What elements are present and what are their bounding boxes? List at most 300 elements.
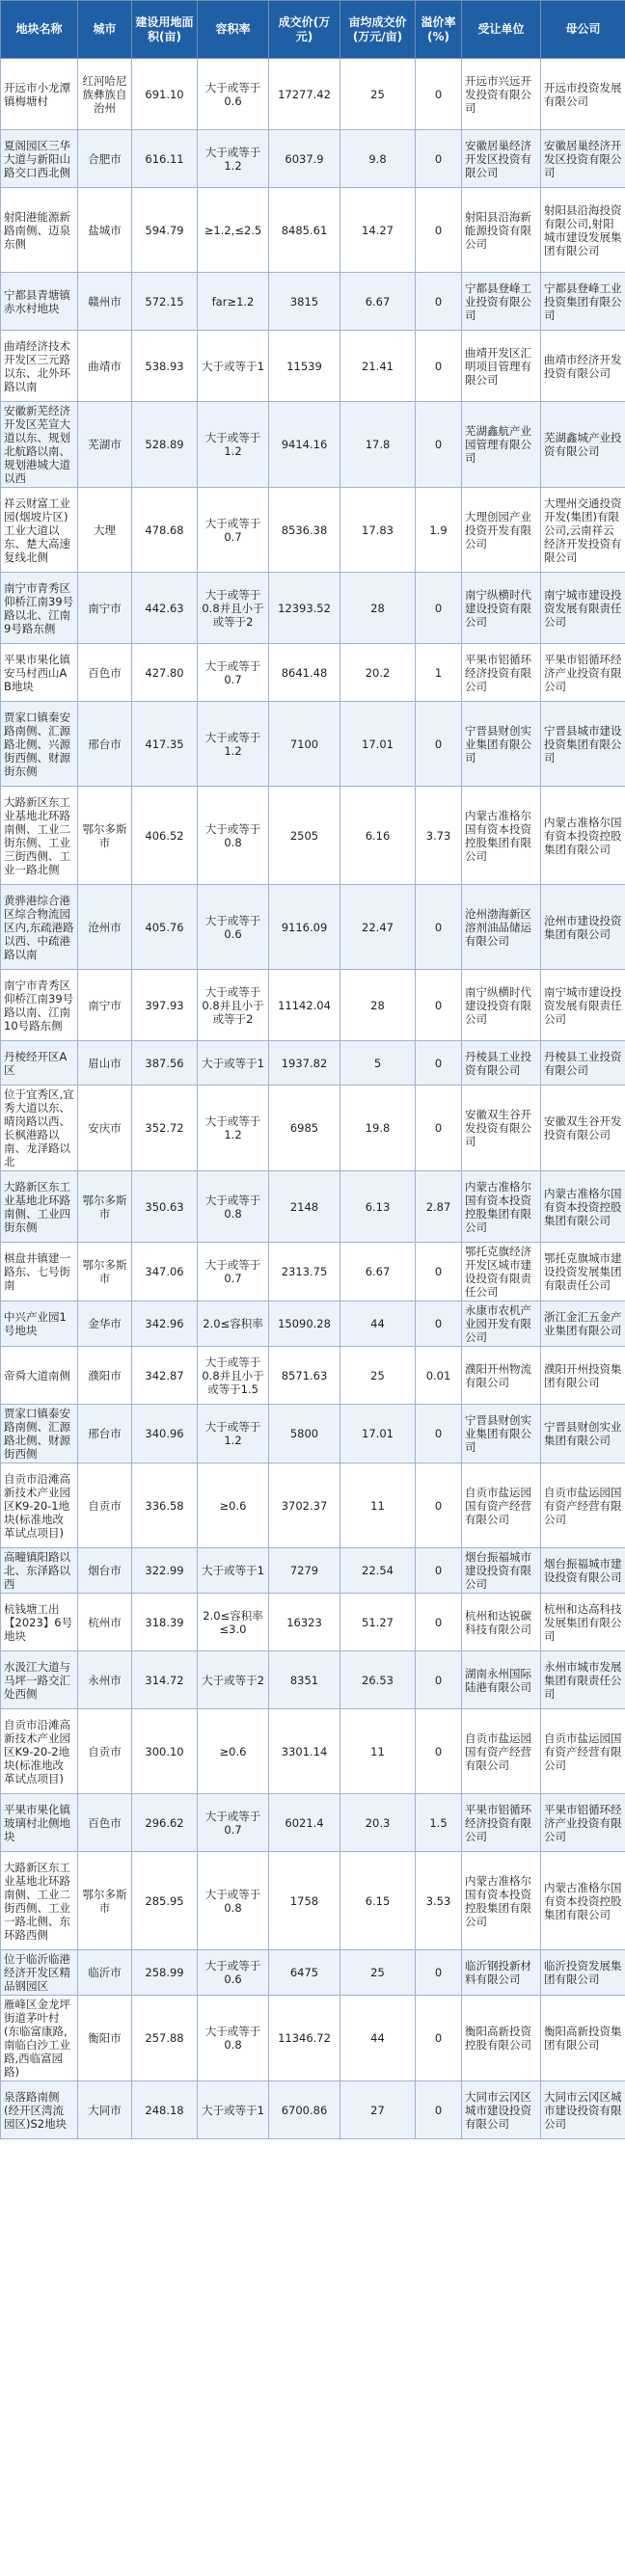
cell-far: 大于或等于0.8 (198, 1171, 269, 1243)
cell-land-name: 位于宜秀区,宜秀大道以东、晴岗路以西、长枫港路以南、龙泽路以北 (1, 1086, 78, 1171)
cell-parent: 宁晋县城市建设投资集团有限公司 (541, 702, 625, 787)
cell-area: 285.95 (132, 1852, 198, 1950)
cell-unit-price: 17.83 (340, 488, 416, 573)
cell-buyer: 宁都县登峰工业投资有限公司 (462, 273, 541, 331)
cell-parent: 沧州市建设投资集团有限公司 (541, 885, 625, 970)
cell-city: 大同市 (78, 2081, 132, 2139)
cell-city: 鄂尔多斯市 (78, 1171, 132, 1243)
cell-city: 邢台市 (78, 1405, 132, 1463)
cell-city: 鄂尔多斯市 (78, 1852, 132, 1950)
cell-land-name: 丹棱经开区A区 (1, 1041, 78, 1086)
cell-premium: 1.5 (416, 1794, 462, 1852)
cell-city: 临沂市 (78, 1950, 132, 1996)
cell-city: 鄂尔多斯市 (78, 787, 132, 885)
header-area: 建设用地面积(亩) (132, 1, 198, 59)
cell-premium: 0 (416, 1548, 462, 1594)
cell-premium: 0 (416, 1301, 462, 1347)
cell-far: 大于或等于0.8并且小于或等于2 (198, 573, 269, 644)
cell-far: 大于或等于0.6 (198, 59, 269, 130)
table-row (1, 970, 625, 1041)
cell-area: 248.18 (132, 2081, 198, 2139)
table-row (1, 1852, 625, 1950)
cell-buyer: 大同市云冈区城市建设投资有限公司 (462, 2081, 541, 2139)
cell-parent: 丹棱县工业投资有限公司 (541, 1041, 625, 1086)
cell-land-name: 夏阁园区三华大道与新阳山路交口西北侧 (1, 130, 78, 188)
cell-buyer: 曲靖开发区汇明项目管理有限公司 (462, 331, 541, 402)
cell-far: ≥0.6 (198, 1463, 269, 1548)
cell-area: 257.88 (132, 1996, 198, 2081)
cell-city: 盐城市 (78, 188, 132, 273)
cell-parent: 内蒙古准格尔国有资本投资控股集团有限公司 (541, 1171, 625, 1243)
table-row (1, 1709, 625, 1794)
cell-unit-price: 5 (340, 1041, 416, 1086)
cell-area: 352.72 (132, 1086, 198, 1171)
cell-parent: 鄂托克旗城市建设投资发展集团有限责任公司 (541, 1243, 625, 1301)
cell-area: 528.89 (132, 402, 198, 488)
cell-premium: 0 (416, 130, 462, 188)
cell-unit-price: 17.01 (340, 1405, 416, 1463)
cell-parent: 平果市铝循环经济产业投资有限公司 (541, 644, 625, 702)
cell-price: 6037.9 (269, 130, 340, 188)
cell-unit-price: 25 (340, 1950, 416, 1996)
cell-unit-price: 20.3 (340, 1794, 416, 1852)
cell-premium: 3.53 (416, 1852, 462, 1950)
cell-far: far≥1.2 (198, 273, 269, 331)
cell-buyer: 自贡市盐运园国有资产经营有限公司 (462, 1463, 541, 1548)
table-row (1, 402, 625, 488)
cell-city: 百色市 (78, 1794, 132, 1852)
cell-city: 杭州市 (78, 1594, 132, 1651)
cell-unit-price: 25 (340, 1347, 416, 1405)
cell-parent: 杭州和达高科技发展集团有限公司 (541, 1594, 625, 1651)
cell-price: 3815 (269, 273, 340, 331)
cell-unit-price: 51.27 (340, 1594, 416, 1651)
cell-buyer: 永康市农机产业园开发有限公司 (462, 1301, 541, 1347)
cell-unit-price: 25 (340, 59, 416, 130)
cell-premium: 0 (416, 1651, 462, 1709)
cell-city: 自贡市 (78, 1463, 132, 1548)
cell-premium: 3.73 (416, 787, 462, 885)
table-row (1, 1347, 625, 1405)
cell-parent: 衡阳高新投资集团有限公司 (541, 1996, 625, 2081)
cell-land-name: 大路新区东工业基地北环路南侧、工业二街东侧、工业三街西侧、工业一路北侧 (1, 787, 78, 885)
cell-far: 大于或等于0.7 (198, 1794, 269, 1852)
cell-buyer: 安徽双生谷开发投资有限公司 (462, 1086, 541, 1171)
cell-buyer: 南宁纵横时代建设投资有限公司 (462, 573, 541, 644)
cell-far: 大于或等于0.8 (198, 787, 269, 885)
cell-unit-price: 17.01 (340, 702, 416, 787)
cell-far: 大于或等于1 (198, 1548, 269, 1594)
table-row (1, 1548, 625, 1594)
cell-land-name: 平果市果化镇安马村西山AB地块 (1, 644, 78, 702)
cell-city: 安庆市 (78, 1086, 132, 1171)
cell-unit-price: 26.53 (340, 1651, 416, 1709)
header-far: 容积率 (198, 1, 269, 59)
cell-parent: 大同市云冈区城市建设投资有限公司 (541, 2081, 625, 2139)
cell-parent: 大理州交通投资开发(集团)有限公司,云南祥云经济开发投资有限公司 (541, 488, 625, 573)
cell-unit-price: 21.41 (340, 331, 416, 402)
cell-price: 3702.37 (269, 1463, 340, 1548)
cell-buyer: 内蒙古准格尔国有资本投资控股集团有限公司 (462, 787, 541, 885)
cell-buyer: 内蒙古准格尔国有资本投资控股集团有限公司 (462, 1171, 541, 1243)
cell-parent: 平果市铝循环经济产业投资有限公司 (541, 1794, 625, 1852)
cell-land-name: 黄骅港综合港区综合物流园区内,东疏港路以西、中疏港路以南 (1, 885, 78, 970)
header-name: 地块名称 (1, 1, 78, 59)
cell-unit-price: 6.67 (340, 1243, 416, 1301)
cell-price: 11142.04 (269, 970, 340, 1041)
cell-premium: 0 (416, 1086, 462, 1171)
cell-area: 318.39 (132, 1594, 198, 1651)
cell-area: 594.79 (132, 188, 198, 273)
cell-city: 赣州市 (78, 273, 132, 331)
cell-parent: 安徽居巢经济开发区投资有限公司 (541, 130, 625, 188)
cell-area: 336.58 (132, 1463, 198, 1548)
cell-price: 8351 (269, 1651, 340, 1709)
cell-premium: 0 (416, 1996, 462, 2081)
header-city: 城市 (78, 1, 132, 59)
cell-far: 大于或等于1 (198, 331, 269, 402)
cell-far: 大于或等于0.7 (198, 644, 269, 702)
cell-area: 347.06 (132, 1243, 198, 1301)
cell-unit-price: 22.54 (340, 1548, 416, 1594)
cell-area: 691.10 (132, 59, 198, 130)
cell-land-name: 位于临沂临港经济开发区精品钢园区 (1, 1950, 78, 1996)
cell-area: 397.93 (132, 970, 198, 1041)
cell-parent: 临沂投资发展集团有限公司 (541, 1950, 625, 1996)
cell-buyer: 平果市铝循环经济投资有限公司 (462, 644, 541, 702)
cell-land-name: 杭钱塘工出【2023】6号地块 (1, 1594, 78, 1651)
table-row (1, 1405, 625, 1463)
cell-buyer: 射阳县沿海新能源投资有限公司 (462, 188, 541, 273)
cell-unit-price: 11 (340, 1463, 416, 1548)
cell-area: 538.93 (132, 331, 198, 402)
cell-premium: 0 (416, 59, 462, 130)
cell-area: 300.10 (132, 1709, 198, 1794)
cell-parent: 永州市城市发展集团有限责任公司 (541, 1651, 625, 1709)
cell-city: 衡阳市 (78, 1996, 132, 2081)
cell-land-name: 泉落路南侧(经开区湾流园区)S2地块 (1, 2081, 78, 2139)
cell-buyer: 临沂钢投新材料有限公司 (462, 1950, 541, 1996)
header-unit-price: 亩均成交价(万元/亩) (340, 1, 416, 59)
cell-price: 5800 (269, 1405, 340, 1463)
cell-parent: 宁都县登峰工业投资集团有限公司 (541, 273, 625, 331)
cell-unit-price: 44 (340, 1996, 416, 2081)
cell-city: 濮阳市 (78, 1347, 132, 1405)
cell-premium: 0 (416, 702, 462, 787)
cell-area: 405.76 (132, 885, 198, 970)
cell-buyer: 南宁纵横时代建设投资有限公司 (462, 970, 541, 1041)
cell-parent: 自贡市盐运园国有资产经营有限公司 (541, 1463, 625, 1548)
cell-buyer: 平果市铝循环经济投资有限公司 (462, 1794, 541, 1852)
cell-far: 大于或等于1.2 (198, 1086, 269, 1171)
cell-premium: 0 (416, 1594, 462, 1651)
cell-far: 大于或等于0.8 (198, 1852, 269, 1950)
cell-unit-price: 6.15 (340, 1852, 416, 1950)
cell-price: 8641.48 (269, 644, 340, 702)
cell-area: 572.15 (132, 273, 198, 331)
cell-land-name: 贾家口镇秦安路南侧、汇源路北侧、兴源街西侧、财源街东侧 (1, 702, 78, 787)
cell-buyer: 宁晋县财创实业集团有限公司 (462, 702, 541, 787)
cell-city: 沧州市 (78, 885, 132, 970)
header-parent: 母公司 (541, 1, 625, 59)
cell-land-name: 大路新区东工业基地北环路南侧、工业二街西侧、工业一路北侧、东环路西侧 (1, 1852, 78, 1950)
table-row (1, 1651, 625, 1709)
cell-parent: 南宁城市建设投资发展有限责任公司 (541, 970, 625, 1041)
cell-city: 芜湖市 (78, 402, 132, 488)
cell-premium: 0 (416, 1405, 462, 1463)
cell-buyer: 芜湖鑫航产业园管理有限公司 (462, 402, 541, 488)
cell-parent: 宁晋县财创实业集团有限公司 (541, 1405, 625, 1463)
cell-far: 大于或等于0.6 (198, 1950, 269, 1996)
cell-unit-price: 17.8 (340, 402, 416, 488)
cell-price: 8485.61 (269, 188, 340, 273)
cell-land-name: 宁都县青塘镇赤水村地块 (1, 273, 78, 331)
cell-land-name: 中兴产业园1号地块 (1, 1301, 78, 1347)
table-row (1, 787, 625, 885)
cell-buyer: 沧州渤海新区溶剂油品储运有限公司 (462, 885, 541, 970)
cell-parent: 曲靖市经济开发投资有限公司 (541, 331, 625, 402)
cell-premium: 0.01 (416, 1347, 462, 1405)
cell-price: 15090.28 (269, 1301, 340, 1347)
cell-far: 大于或等于0.6 (198, 885, 269, 970)
cell-area: 478.68 (132, 488, 198, 573)
cell-premium: 0 (416, 273, 462, 331)
cell-price: 6475 (269, 1950, 340, 1996)
cell-unit-price: 9.8 (340, 130, 416, 188)
cell-premium: 0 (416, 885, 462, 970)
cell-parent: 安徽双生谷开发投资有限公司 (541, 1086, 625, 1171)
cell-premium: 0 (416, 970, 462, 1041)
cell-city: 合肥市 (78, 130, 132, 188)
cell-far: 大于或等于0.8并且小于或等于2 (198, 970, 269, 1041)
cell-price: 9414.16 (269, 402, 340, 488)
cell-price: 17277.42 (269, 59, 340, 130)
cell-price: 3301.14 (269, 1709, 340, 1794)
cell-area: 427.80 (132, 644, 198, 702)
cell-far: 大于或等于0.8并且小于或等于1.5 (198, 1347, 269, 1405)
cell-area: 406.52 (132, 787, 198, 885)
table-header-row (1, 1, 625, 59)
cell-premium: 0 (416, 2081, 462, 2139)
table-row (1, 1794, 625, 1852)
cell-land-name: 高疃镇阳路以北、东泽路以西 (1, 1548, 78, 1594)
cell-price: 1937.82 (269, 1041, 340, 1086)
cell-far: 大于或等于1.2 (198, 1405, 269, 1463)
cell-buyer: 鄂托克旗经济开发区城市建设投资有限责任公司 (462, 1243, 541, 1301)
cell-far: ≥0.6 (198, 1709, 269, 1794)
cell-price: 2505 (269, 787, 340, 885)
cell-parent: 开远市投资发展有限公司 (541, 59, 625, 130)
cell-city: 南宁市 (78, 573, 132, 644)
cell-unit-price: 44 (340, 1301, 416, 1347)
cell-land-name: 南宁市青秀区仰桥江南39号路以南、江南10号路东侧 (1, 970, 78, 1041)
cell-price: 8571.63 (269, 1347, 340, 1405)
table-row (1, 573, 625, 644)
cell-area: 342.96 (132, 1301, 198, 1347)
header-premium: 溢价率(%) (416, 1, 462, 59)
cell-premium: 1 (416, 644, 462, 702)
cell-premium: 0 (416, 573, 462, 644)
cell-far: ≥1.2,≤2.5 (198, 188, 269, 273)
table-row (1, 644, 625, 702)
table-row (1, 1301, 625, 1347)
cell-city: 金华市 (78, 1301, 132, 1347)
cell-area: 342.87 (132, 1347, 198, 1405)
cell-far: 2.0≤容积率≤3.0 (198, 1594, 269, 1651)
cell-premium: 1.9 (416, 488, 462, 573)
cell-buyer: 杭州和达锐碳科技有限公司 (462, 1594, 541, 1651)
cell-buyer: 自贡市盐运园国有资产经营有限公司 (462, 1709, 541, 1794)
cell-far: 大于或等于0.7 (198, 1243, 269, 1301)
cell-premium: 0 (416, 1243, 462, 1301)
cell-unit-price: 11 (340, 1709, 416, 1794)
cell-land-name: 水汲江大道与马坪一路交汇处西侧 (1, 1651, 78, 1709)
cell-city: 百色市 (78, 644, 132, 702)
cell-premium: 0 (416, 188, 462, 273)
cell-land-name: 南宁市青秀区仰桥江南39号路以北、江南9号路东侧 (1, 573, 78, 644)
cell-price: 7279 (269, 1548, 340, 1594)
table-row (1, 273, 625, 331)
cell-far: 大于或等于1.2 (198, 130, 269, 188)
cell-city: 烟台市 (78, 1548, 132, 1594)
table-row (1, 1171, 625, 1243)
cell-city: 邢台市 (78, 702, 132, 787)
cell-premium: 0 (416, 1463, 462, 1548)
table-row (1, 1086, 625, 1171)
cell-price: 8536.38 (269, 488, 340, 573)
cell-buyer: 安徽居巢经济开发区投资有限公司 (462, 130, 541, 188)
cell-area: 322.99 (132, 1548, 198, 1594)
header-buyer: 受让单位 (462, 1, 541, 59)
cell-city: 红河哈尼族彝族自治州 (78, 59, 132, 130)
cell-buyer: 濮阳开州物流有限公司 (462, 1347, 541, 1405)
table-row (1, 1594, 625, 1651)
cell-area: 417.35 (132, 702, 198, 787)
cell-buyer: 大理创园产业投资开发有限公司 (462, 488, 541, 573)
cell-far: 大于或等于0.7 (198, 488, 269, 573)
cell-price: 9116.09 (269, 885, 340, 970)
cell-land-name: 平果市果化镇玻璃村北侧地块 (1, 1794, 78, 1852)
cell-far: 大于或等于0.8 (198, 1996, 269, 2081)
cell-land-name: 曲靖经济技术开发区三元路以东、北外环路以南 (1, 331, 78, 402)
cell-land-name: 棋盘井镇建一路东、七号街南 (1, 1243, 78, 1301)
cell-unit-price: 19.8 (340, 1086, 416, 1171)
cell-area: 350.63 (132, 1171, 198, 1243)
cell-city: 永州市 (78, 1651, 132, 1709)
cell-premium: 0 (416, 402, 462, 488)
cell-land-name: 帝舜大道南侧 (1, 1347, 78, 1405)
cell-city: 大理 (78, 488, 132, 573)
table-row (1, 2081, 625, 2139)
cell-far: 大于或等于1 (198, 1041, 269, 1086)
cell-area: 296.62 (132, 1794, 198, 1852)
cell-city: 鄂尔多斯市 (78, 1243, 132, 1301)
cell-parent: 内蒙古准格尔国有资本投资控股集团有限公司 (541, 1852, 625, 1950)
cell-far: 大于或等于1.2 (198, 702, 269, 787)
cell-unit-price: 20.2 (340, 644, 416, 702)
cell-unit-price: 28 (340, 573, 416, 644)
cell-unit-price: 14.27 (340, 188, 416, 273)
cell-land-name: 开远市小龙潭镇梅塘村 (1, 59, 78, 130)
cell-far: 大于或等于1.2 (198, 402, 269, 488)
table-row (1, 1041, 625, 1086)
cell-price: 7100 (269, 702, 340, 787)
cell-land-name: 自贡市沿滩高新技术产业园区K9-20-2地块(标准地改革试点项目) (1, 1709, 78, 1794)
cell-city: 曲靖市 (78, 331, 132, 402)
cell-price: 16323 (269, 1594, 340, 1651)
cell-price: 1758 (269, 1852, 340, 1950)
table-row (1, 188, 625, 273)
cell-price: 2313.75 (269, 1243, 340, 1301)
cell-parent: 射阳县沿海投资有限公司,射阳城市建设发展集团有限公司 (541, 188, 625, 273)
cell-unit-price: 6.13 (340, 1171, 416, 1243)
cell-parent: 烟台振福城市建设投资有限公司 (541, 1548, 625, 1594)
cell-premium: 0 (416, 1950, 462, 1996)
cell-land-name: 祥云财富工业园(烟坡片区)工业大道以东、楚大高速复线北侧 (1, 488, 78, 573)
cell-parent: 内蒙古准格尔国有资本投资控股集团有限公司 (541, 787, 625, 885)
cell-parent: 浙江金汇五金产业集团有限公司 (541, 1301, 625, 1347)
cell-area: 340.96 (132, 1405, 198, 1463)
cell-parent: 濮阳开州投资集团有限公司 (541, 1347, 625, 1405)
cell-land-name: 大路新区东工业基地北环路南侧、工业四街东侧 (1, 1171, 78, 1243)
cell-parent: 芜湖鑫城产业投资有限公司 (541, 402, 625, 488)
cell-buyer: 衡阳高新投资控股有限公司 (462, 1996, 541, 2081)
table-row (1, 331, 625, 402)
cell-unit-price: 6.16 (340, 787, 416, 885)
cell-premium: 0 (416, 1041, 462, 1086)
cell-buyer: 开远市兴远开发投资有限公司 (462, 59, 541, 130)
cell-area: 314.72 (132, 1651, 198, 1709)
cell-unit-price: 22.47 (340, 885, 416, 970)
cell-price: 6021.4 (269, 1794, 340, 1852)
cell-buyer: 内蒙古准格尔国有资本投资控股集团有限公司 (462, 1852, 541, 1950)
cell-premium: 0 (416, 331, 462, 402)
table-row (1, 488, 625, 573)
cell-buyer: 湖南永州国际陆港有限公司 (462, 1651, 541, 1709)
table-row (1, 130, 625, 188)
table-row (1, 702, 625, 787)
cell-city: 自贡市 (78, 1709, 132, 1794)
cell-far: 大于或等于2 (198, 1651, 269, 1709)
table-row (1, 885, 625, 970)
cell-price: 6700.86 (269, 2081, 340, 2139)
cell-buyer: 烟台振福城市建设投资有限公司 (462, 1548, 541, 1594)
cell-unit-price: 6.67 (340, 273, 416, 331)
cell-price: 11539 (269, 331, 340, 402)
cell-premium: 0 (416, 1709, 462, 1794)
header-price: 成交价(万元) (269, 1, 340, 59)
cell-area: 258.99 (132, 1950, 198, 1996)
cell-area: 442.63 (132, 573, 198, 644)
cell-far: 2.0≤容积率 (198, 1301, 269, 1347)
cell-land-name: 雁峰区金龙坪街道茅叶村(东临富康路,南临白沙工业路,西临富园路) (1, 1996, 78, 2081)
cell-premium: 2.87 (416, 1171, 462, 1243)
cell-land-name: 射阳港能源新路南侧、迈泉东侧 (1, 188, 78, 273)
cell-far: 大于或等于1 (198, 2081, 269, 2139)
table-row (1, 1950, 625, 1996)
cell-area: 616.11 (132, 130, 198, 188)
cell-price: 6985 (269, 1086, 340, 1171)
cell-price: 2148 (269, 1171, 340, 1243)
cell-city: 眉山市 (78, 1041, 132, 1086)
cell-price: 12393.52 (269, 573, 340, 644)
cell-unit-price: 27 (340, 2081, 416, 2139)
table-row (1, 1996, 625, 2081)
table-row (1, 1243, 625, 1301)
cell-parent: 南宁城市建设投资发展有限责任公司 (541, 573, 625, 644)
cell-land-name: 自贡市沿滩高新技术产业园区K9-20-1地块(标准地改革试点项目) (1, 1463, 78, 1548)
table-row (1, 1463, 625, 1548)
